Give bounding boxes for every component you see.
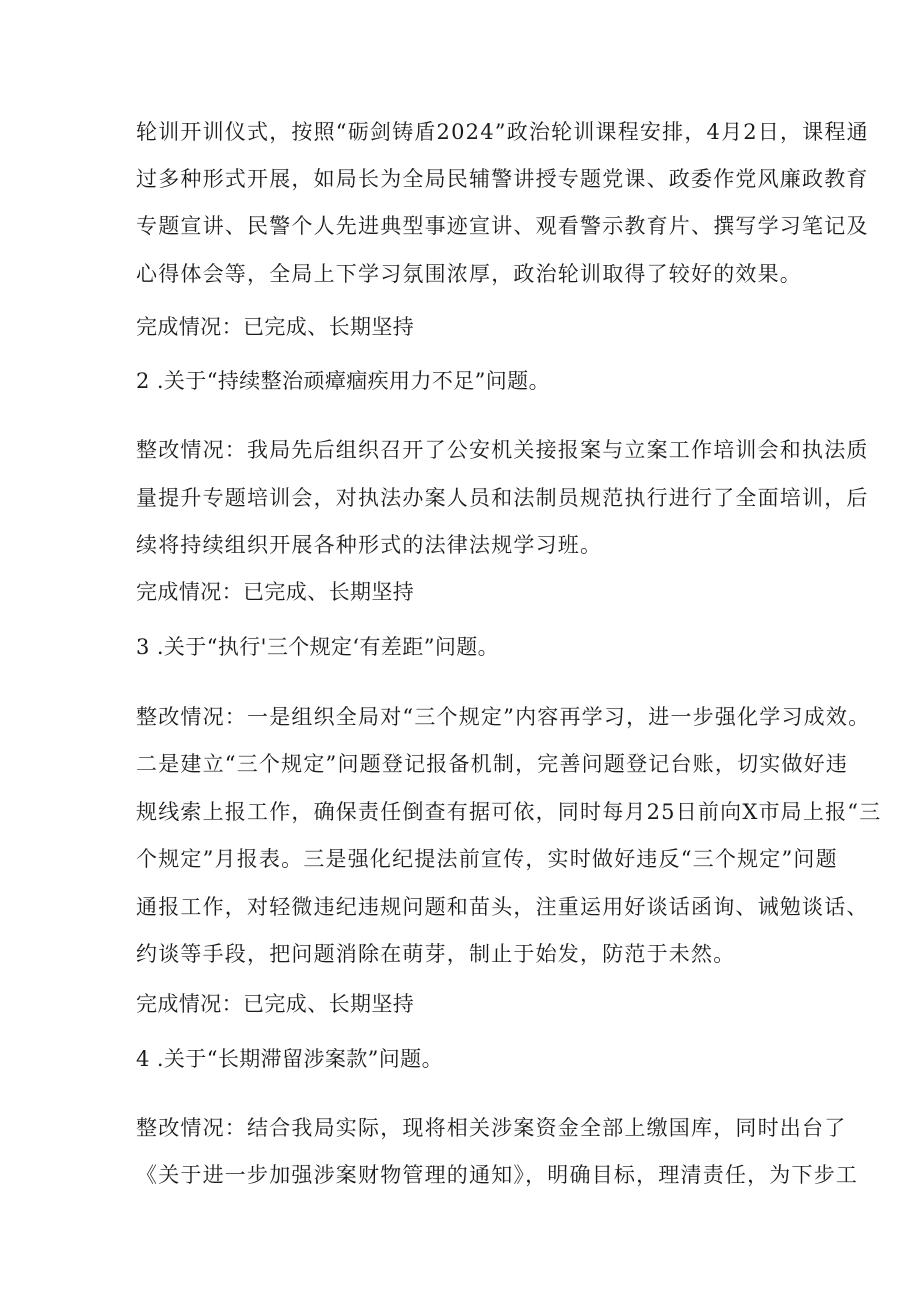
paragraph-line: 整改情况：我局先后组织召开了公安机关接报案与立案工作培训会和执法质 xyxy=(136,438,869,462)
paragraph-line: 整改情况：一是组织全局对“三个规定”内容再学习，进一步强化学习成效。 xyxy=(136,705,871,729)
section-heading: 2 .关于“持续整治顽瘴痼疾用力不足”问题。 xyxy=(136,369,550,393)
paragraph-line: 量提升专题培训会，对执法办案人员和法制员规范执行进行了全面培训，后 xyxy=(136,486,869,510)
paragraph-line: 续将持续组织开展各种形式的法律法规学习班。 xyxy=(136,533,603,557)
section-heading: 4 .关于“长期滞留涉案款”问题。 xyxy=(136,1047,443,1071)
paragraph-line: 个规定”月报表。三是强化纪提法前宣传，实时做好违反“三个规定”问题 xyxy=(136,847,838,871)
paragraph-line: 规线索上报工作，确保责任倒查有据可依，同时每月25日前向X市局上报“三 xyxy=(136,800,882,824)
paragraph-line: 《关于进一步加强涉案财物管理的通知》，明确目标，理清责任，为下步工 xyxy=(136,1163,859,1187)
paragraph-line: 过多种形式开展，如局长为全局民辅警讲授专题党课、政委作党风廉政教育 xyxy=(136,167,869,191)
paragraph-line: 心得体会等，全局上下学习氛围浓厚，政治轮训取得了较好的效果。 xyxy=(136,262,802,286)
paragraph-line: 专题宣讲、民警个人先进典型事迹宣讲、观看警示教育片、撰写学习笔记及 xyxy=(136,214,869,238)
completion-status: 完成情况：已完成、长期坚持 xyxy=(136,992,415,1016)
completion-status: 完成情况：已完成、长期坚持 xyxy=(136,580,415,604)
paragraph-line: 二是建立“三个规定”问题登记报备机制，完善问题登记台账，切实做好违 xyxy=(136,752,849,776)
paragraph-line: 约谈等手段，把问题消除在萌芽，制止于始发，防范于未然。 xyxy=(136,942,736,966)
paragraph-line: 通报工作，对轻微违纪违规问题和苗头，注重运用好谈话函询、诫勉谈话、 xyxy=(136,895,869,919)
paragraph-line: 轮训开训仪式，按照“砺剑铸盾2024”政治轮训课程安排，4月2日，课程通 xyxy=(136,120,869,144)
completion-status: 完成情况：已完成、长期坚持 xyxy=(136,315,415,339)
section-heading: 3 .关于“执行'三个规定‘有差距”问题。 xyxy=(136,635,500,659)
paragraph-line: 整改情况：结合我局实际，现将相关涉案资金全部上缴国库，同时出台了 xyxy=(136,1116,847,1140)
